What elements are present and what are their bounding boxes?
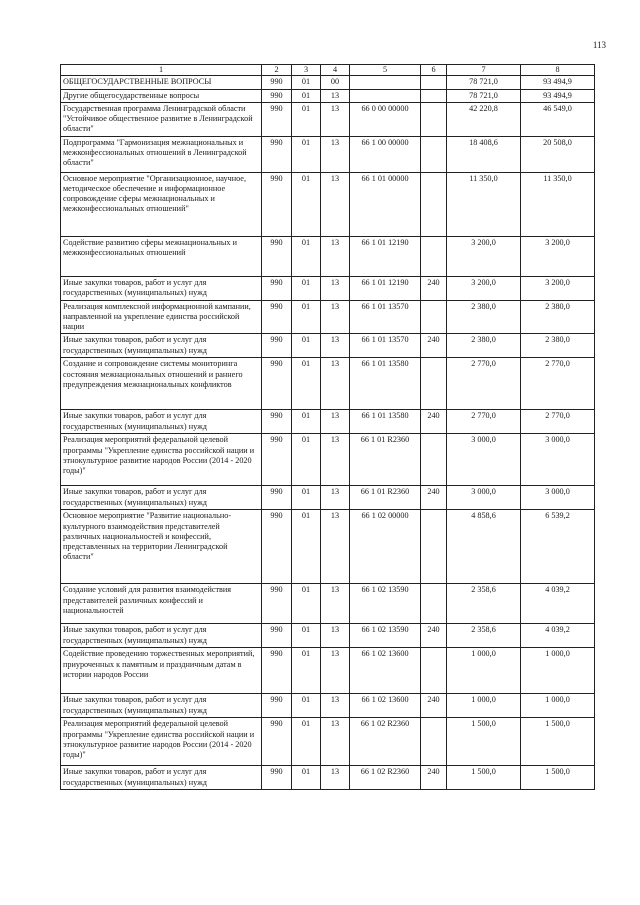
amount-year-2: 93 494,9 bbox=[521, 89, 595, 102]
amount-year-2: 1 500,0 bbox=[521, 766, 595, 790]
row-name: Основное мероприятие "Организационное, научное, методическое обеспечение и информационное сопровождение сферы межнациональных и межконфессиональных отношений" bbox=[61, 172, 262, 236]
amount-year-1: 2 770,0 bbox=[447, 358, 521, 410]
target-article-code: 66 1 01 R2360 bbox=[350, 434, 421, 486]
subsection-code: 13 bbox=[321, 694, 350, 718]
amount-year-1: 42 220,8 bbox=[447, 102, 521, 136]
table-row bbox=[61, 694, 595, 718]
subsection-code: 13 bbox=[321, 648, 350, 694]
section-code: 01 bbox=[292, 718, 321, 766]
amount-year-1: 1 500,0 bbox=[447, 766, 521, 790]
table-row bbox=[61, 766, 595, 790]
column-number: 6 bbox=[421, 65, 447, 76]
table-row bbox=[61, 334, 595, 358]
table-row bbox=[61, 358, 595, 410]
section-code: 01 bbox=[292, 236, 321, 276]
table-row bbox=[61, 434, 595, 486]
section-code: 01 bbox=[292, 102, 321, 136]
target-article-code bbox=[350, 89, 421, 102]
subsection-code: 13 bbox=[321, 334, 350, 358]
row-name: Иные закупки товаров, работ и услуг для государственных (муниципальных) нужд bbox=[61, 276, 262, 300]
section-code: 01 bbox=[292, 89, 321, 102]
amount-year-2: 20 508,0 bbox=[521, 136, 595, 172]
subsection-code: 13 bbox=[321, 718, 350, 766]
amount-year-2: 3 200,0 bbox=[521, 276, 595, 300]
amount-year-2: 4 039,2 bbox=[521, 624, 595, 648]
amount-year-2: 1 000,0 bbox=[521, 694, 595, 718]
section-code: 01 bbox=[292, 434, 321, 486]
ministry-code: 990 bbox=[262, 136, 292, 172]
row-name: Содействие проведению торжественных мероприятий, приуроченных к памятным и праздничным датам в истории народов России bbox=[61, 648, 262, 694]
target-article-code: 66 1 02 13590 bbox=[350, 584, 421, 624]
amount-year-1: 18 408,6 bbox=[447, 136, 521, 172]
row-name: Иные закупки товаров, работ и услуг для государственных (муниципальных) нужд bbox=[61, 624, 262, 648]
amount-year-2: 93 494,9 bbox=[521, 76, 595, 89]
table-row bbox=[61, 276, 595, 300]
expense-type-code bbox=[421, 510, 447, 584]
expense-type-code bbox=[421, 300, 447, 334]
target-article-code: 66 1 00 00000 bbox=[350, 136, 421, 172]
row-name: Создание и сопровождение системы мониторинга состояния межнациональных отношений и раннего предупреждения межнациональных конфликтов bbox=[61, 358, 262, 410]
amount-year-1: 78 721,0 bbox=[447, 89, 521, 102]
amount-year-2: 2 770,0 bbox=[521, 358, 595, 410]
amount-year-1: 3 200,0 bbox=[447, 276, 521, 300]
amount-year-1: 3 000,0 bbox=[447, 486, 521, 510]
amount-year-2: 46 549,0 bbox=[521, 102, 595, 136]
amount-year-1: 3 200,0 bbox=[447, 236, 521, 276]
section-code: 01 bbox=[292, 648, 321, 694]
subsection-code: 13 bbox=[321, 624, 350, 648]
subsection-code: 13 bbox=[321, 89, 350, 102]
ministry-code: 990 bbox=[262, 358, 292, 410]
expense-type-code bbox=[421, 136, 447, 172]
subsection-code: 00 bbox=[321, 76, 350, 89]
subsection-code: 13 bbox=[321, 510, 350, 584]
ministry-code: 990 bbox=[262, 486, 292, 510]
ministry-code: 990 bbox=[262, 76, 292, 89]
ministry-code: 990 bbox=[262, 102, 292, 136]
subsection-code: 13 bbox=[321, 300, 350, 334]
row-name: Иные закупки товаров, работ и услуг для государственных (муниципальных) нужд bbox=[61, 766, 262, 790]
expense-type-code: 240 bbox=[421, 624, 447, 648]
expense-type-code: 240 bbox=[421, 334, 447, 358]
table-row bbox=[61, 136, 595, 172]
section-code: 01 bbox=[292, 486, 321, 510]
table-row bbox=[61, 624, 595, 648]
amount-year-1: 4 858,6 bbox=[447, 510, 521, 584]
column-number: 4 bbox=[321, 65, 350, 76]
table-row bbox=[61, 300, 595, 334]
section-code: 01 bbox=[292, 358, 321, 410]
section-code: 01 bbox=[292, 300, 321, 334]
column-number: 3 bbox=[292, 65, 321, 76]
row-name: Иные закупки товаров, работ и услуг для государственных (муниципальных) нужд bbox=[61, 334, 262, 358]
ministry-code: 990 bbox=[262, 236, 292, 276]
column-number: 1 bbox=[61, 65, 262, 76]
column-number: 8 bbox=[521, 65, 595, 76]
expense-type-code: 240 bbox=[421, 410, 447, 434]
target-article-code bbox=[350, 76, 421, 89]
table-row bbox=[61, 236, 595, 276]
row-name: Основное мероприятие "Развитие национально-культурного взаимодействия представителей различных национальностей и конфессий, представленных на территории Ленинградской области" bbox=[61, 510, 262, 584]
target-article-code: 66 1 02 R2360 bbox=[350, 718, 421, 766]
expense-type-code bbox=[421, 236, 447, 276]
ministry-code: 990 bbox=[262, 510, 292, 584]
expense-type-code bbox=[421, 172, 447, 236]
subsection-code: 13 bbox=[321, 102, 350, 136]
table-row bbox=[61, 648, 595, 694]
expense-type-code bbox=[421, 76, 447, 89]
amount-year-2: 1 500,0 bbox=[521, 718, 595, 766]
subsection-code: 13 bbox=[321, 766, 350, 790]
subsection-code: 13 bbox=[321, 434, 350, 486]
table-row bbox=[61, 510, 595, 584]
target-article-code: 66 1 02 R2360 bbox=[350, 766, 421, 790]
target-article-code: 66 1 01 13570 bbox=[350, 300, 421, 334]
amount-year-1: 2 380,0 bbox=[447, 300, 521, 334]
column-number-row bbox=[61, 65, 595, 76]
row-name: Содействие развитию сферы межнациональных и межконфессиональных отношений bbox=[61, 236, 262, 276]
column-number: 7 bbox=[447, 65, 521, 76]
ministry-code: 990 bbox=[262, 648, 292, 694]
row-name: Иные закупки товаров, работ и услуг для государственных (муниципальных) нужд bbox=[61, 410, 262, 434]
target-article-code: 66 1 01 00000 bbox=[350, 172, 421, 236]
table-row bbox=[61, 102, 595, 136]
amount-year-2: 2 380,0 bbox=[521, 300, 595, 334]
row-name: Другие общегосударственные вопросы bbox=[61, 89, 262, 102]
subsection-code: 13 bbox=[321, 410, 350, 434]
amount-year-2: 2 770,0 bbox=[521, 410, 595, 434]
table-row bbox=[61, 584, 595, 624]
expense-type-code: 240 bbox=[421, 276, 447, 300]
amount-year-1: 2 380,0 bbox=[447, 334, 521, 358]
target-article-code: 66 1 01 12190 bbox=[350, 236, 421, 276]
ministry-code: 990 bbox=[262, 434, 292, 486]
subsection-code: 13 bbox=[321, 136, 350, 172]
amount-year-1: 2 770,0 bbox=[447, 410, 521, 434]
table-row bbox=[61, 172, 595, 236]
row-name: Реализация мероприятий федеральной целевой программы "Укрепление единства российской нации и этнокультурное развитие народов России (2014 - 2020 годы)" bbox=[61, 718, 262, 766]
amount-year-1: 3 000,0 bbox=[447, 434, 521, 486]
section-code: 01 bbox=[292, 410, 321, 434]
target-article-code: 66 1 02 13600 bbox=[350, 694, 421, 718]
column-number: 5 bbox=[350, 65, 421, 76]
amount-year-1: 1 000,0 bbox=[447, 694, 521, 718]
subsection-code: 13 bbox=[321, 172, 350, 236]
amount-year-2: 3 000,0 bbox=[521, 486, 595, 510]
row-name: Подпрограмма "Гармонизация межнациональных и межконфессиональных отношений в Ленинградской области" bbox=[61, 136, 262, 172]
target-article-code: 66 1 01 13580 bbox=[350, 410, 421, 434]
expense-type-code bbox=[421, 648, 447, 694]
section-code: 01 bbox=[292, 76, 321, 89]
expense-type-code bbox=[421, 102, 447, 136]
row-name: Государственная программа Ленинградской области "Устойчивое общественное развитие в Ленинградской области" bbox=[61, 102, 262, 136]
ministry-code: 990 bbox=[262, 334, 292, 358]
ministry-code: 990 bbox=[262, 584, 292, 624]
table-row bbox=[61, 76, 595, 89]
expense-type-code: 240 bbox=[421, 694, 447, 718]
amount-year-2: 3 200,0 bbox=[521, 236, 595, 276]
ministry-code: 990 bbox=[262, 624, 292, 648]
amount-year-2: 2 380,0 bbox=[521, 334, 595, 358]
amount-year-2: 3 000,0 bbox=[521, 434, 595, 486]
amount-year-1: 78 721,0 bbox=[447, 76, 521, 89]
ministry-code: 990 bbox=[262, 89, 292, 102]
ministry-code: 990 bbox=[262, 718, 292, 766]
section-code: 01 bbox=[292, 584, 321, 624]
amount-year-1: 2 358,6 bbox=[447, 584, 521, 624]
ministry-code: 990 bbox=[262, 300, 292, 334]
section-code: 01 bbox=[292, 624, 321, 648]
target-article-code: 66 1 02 00000 bbox=[350, 510, 421, 584]
amount-year-2: 11 350,0 bbox=[521, 172, 595, 236]
section-code: 01 bbox=[292, 172, 321, 236]
subsection-code: 13 bbox=[321, 584, 350, 624]
section-code: 01 bbox=[292, 276, 321, 300]
ministry-code: 990 bbox=[262, 410, 292, 434]
ministry-code: 990 bbox=[262, 694, 292, 718]
column-number: 2 bbox=[262, 65, 292, 76]
row-name: Иные закупки товаров, работ и услуг для государственных (муниципальных) нужд bbox=[61, 486, 262, 510]
subsection-code: 13 bbox=[321, 358, 350, 410]
target-article-code: 66 1 01 12190 bbox=[350, 276, 421, 300]
table-row bbox=[61, 718, 595, 766]
expense-type-code bbox=[421, 718, 447, 766]
target-article-code: 66 0 00 00000 bbox=[350, 102, 421, 136]
amount-year-1: 11 350,0 bbox=[447, 172, 521, 236]
table-row bbox=[61, 410, 595, 434]
table-row bbox=[61, 486, 595, 510]
amount-year-2: 4 039,2 bbox=[521, 584, 595, 624]
expense-type-code: 240 bbox=[421, 766, 447, 790]
row-name: ОБЩЕГОСУДАРСТВЕННЫЕ ВОПРОСЫ bbox=[61, 76, 262, 89]
ministry-code: 990 bbox=[262, 276, 292, 300]
expense-type-code bbox=[421, 584, 447, 624]
ministry-code: 990 bbox=[262, 172, 292, 236]
amount-year-2: 6 539,2 bbox=[521, 510, 595, 584]
table-row bbox=[61, 89, 595, 102]
budget-table bbox=[60, 64, 595, 790]
expense-type-code bbox=[421, 89, 447, 102]
section-code: 01 bbox=[292, 694, 321, 718]
amount-year-1: 2 358,6 bbox=[447, 624, 521, 648]
row-name: Реализация мероприятий федеральной целевой программы "Укрепление единства российской нации и этнокультурное развитие народов России (2014 - 2020 годы)" bbox=[61, 434, 262, 486]
row-name: Иные закупки товаров, работ и услуг для государственных (муниципальных) нужд bbox=[61, 694, 262, 718]
target-article-code: 66 1 01 13570 bbox=[350, 334, 421, 358]
section-code: 01 bbox=[292, 136, 321, 172]
subsection-code: 13 bbox=[321, 276, 350, 300]
target-article-code: 66 1 02 13600 bbox=[350, 648, 421, 694]
expense-type-code bbox=[421, 434, 447, 486]
amount-year-1: 1 500,0 bbox=[447, 718, 521, 766]
row-name: Создание условий для развития взаимодействия представителей различных конфессий и национальностей bbox=[61, 584, 262, 624]
subsection-code: 13 bbox=[321, 486, 350, 510]
target-article-code: 66 1 01 13580 bbox=[350, 358, 421, 410]
amount-year-1: 1 000,0 bbox=[447, 648, 521, 694]
section-code: 01 bbox=[292, 510, 321, 584]
expense-type-code: 240 bbox=[421, 486, 447, 510]
subsection-code: 13 bbox=[321, 236, 350, 276]
target-article-code: 66 1 02 13590 bbox=[350, 624, 421, 648]
page-number: 113 bbox=[592, 40, 606, 50]
section-code: 01 bbox=[292, 334, 321, 358]
expense-type-code bbox=[421, 358, 447, 410]
ministry-code: 990 bbox=[262, 766, 292, 790]
target-article-code: 66 1 01 R2360 bbox=[350, 486, 421, 510]
amount-year-2: 1 000,0 bbox=[521, 648, 595, 694]
section-code: 01 bbox=[292, 766, 321, 790]
row-name: Реализация комплексной информационной кампании, направленной на укрепление единства российской нации bbox=[61, 300, 262, 334]
